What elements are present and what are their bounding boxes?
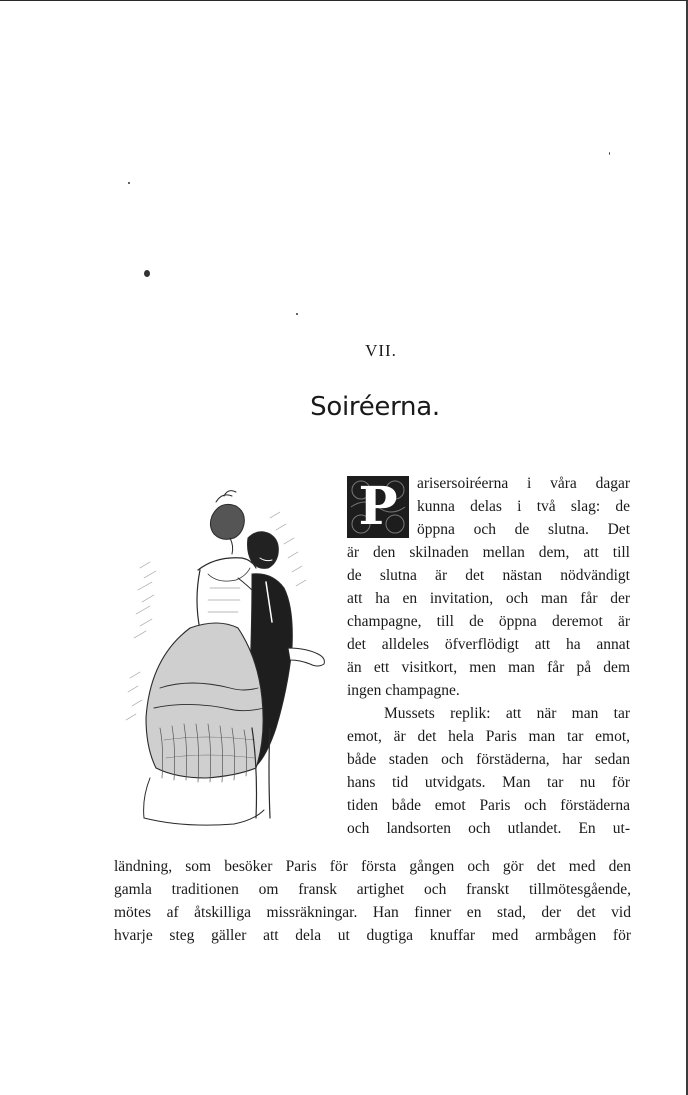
text-line: hans tid utvidgats. Man tar nu för	[347, 774, 630, 791]
text-line: öppna och de slutna. Det	[417, 521, 630, 538]
couple-engraving-icon	[120, 478, 335, 838]
full-width-text	[114, 855, 631, 947]
ink-speck	[144, 270, 150, 277]
text-line: arisersoiréerna i våra dagar	[417, 475, 630, 492]
text-line: är den skilnaden mellan dem, att till	[347, 544, 630, 561]
chapter-number: VII.	[365, 341, 397, 360]
text-line: kunna delas i två slag: de	[417, 498, 630, 515]
text-line: Mussets replik: att när man tar	[384, 705, 630, 722]
ink-speck	[128, 182, 130, 184]
text-line: gamla traditionen om fransk artighet och franskt tillmötesgående,	[114, 881, 631, 898]
text-line: emot, är det hela Paris man tar emot,	[347, 728, 630, 745]
text-line: än ett visitkort, men man får på dem	[347, 659, 630, 676]
text-line: ingen champagne.	[347, 682, 460, 699]
ink-speck	[609, 152, 610, 155]
ink-speck	[296, 313, 298, 315]
text-line: mötes af åtskilliga missräkningar. Han finner en stad, der det vid	[114, 904, 631, 921]
drop-cap-letter: P	[358, 476, 398, 537]
text-line: ländning, som besöker Paris för första gången och gör det med den	[114, 858, 631, 875]
chapter-title: Soiréerna.	[310, 392, 440, 422]
text-line: att ha en invitation, och man får der	[347, 590, 630, 607]
text-line: hvarje steg gäller att dela ut dugtiga knuffar med armbågen för	[114, 927, 631, 944]
wrapped-text-column	[347, 472, 630, 840]
text-line: de slutna är det nästan nödvändigt	[347, 567, 630, 584]
text-line: både staden och förstäderna, har sedan	[347, 751, 630, 768]
text-line: champagne, till de öppna deremot är	[347, 613, 630, 630]
text-line: och landsorten och utlandet. En ut-	[347, 820, 630, 837]
text-line: det alldeles öfverflödigt att ha annat	[347, 636, 630, 653]
text-line: tiden både emot Paris och förstäderna	[347, 797, 630, 814]
